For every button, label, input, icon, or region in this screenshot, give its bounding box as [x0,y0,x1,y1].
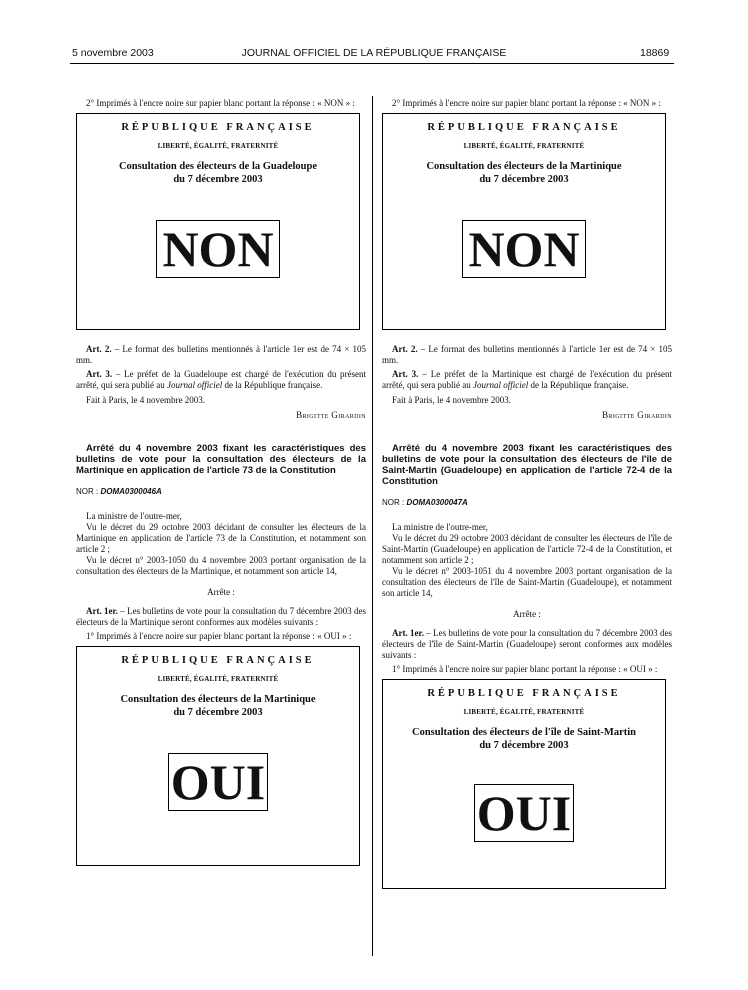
right-art2: Art. 2. – Le format des bulletins mentionnés à l'article 1er est de 74 × 105 mm. [382,344,672,365]
left-signature: Brigitte Girardin [296,410,366,420]
right-intro-oui: 1° Imprimés à l'encre noire sur papier blanc portant la réponse : « OUI » : [392,664,658,674]
ballot-motto: LIBERTÉ, ÉGALITÉ, FRATERNITÉ [463,142,585,150]
left-intro-oui: 1° Imprimés à l'encre noire sur papier blanc portant la réponse : « OUI » : [86,631,352,641]
header-page-number: 18869 [640,47,670,59]
ballot-answer-oui: OUI [474,784,574,842]
ballot-answer-oui: OUI [168,753,268,811]
ballot-republic-heading: RÉPUBLIQUE FRANÇAISE [427,688,621,699]
ballot-consultation-title: Consultation des électeurs de la Guadeloupe du 7 décembre 2003 [118,161,318,185]
header-journal-title: JOURNAL OFFICIEL DE LA RÉPUBLIQUE FRANÇAISE [241,47,507,59]
left-vu2: Vu le décret n° 2003-1050 du 4 novembre 2003 portant organisation de la consultation des électeurs de la Martinique, et notamment son article 14, [76,555,366,576]
right-column [382,98,672,889]
right-arrete-title: Arrêté du 4 novembre 2003 fixant les caractéristiques des bulletins de vote pour la consultation des électeurs de l'île de Saint-Martin (Guadeloupe) en application de l'article 72-4 de la Constitution [382,443,672,487]
left-arrete-label: Arrête : [207,587,235,597]
right-ministre: La ministre de l'outre-mer, [392,522,488,532]
left-ballot-oui [76,646,360,866]
right-intro-non: 2° Imprimés à l'encre noire sur papier blanc portant la réponse : « NON » : [392,98,661,108]
right-art1: Art. 1er. – Les bulletins de vote pour la consultation du 7 décembre 2003 des électeurs de l'île de Saint-Martin (Guadeloupe) seront conformes aux modèles suivants : [382,628,672,660]
right-nor: NOR : DOMA0300047A [382,498,468,507]
header-rule [70,63,674,64]
header-date: 5 novembre 2003 [72,47,154,59]
ballot-consultation-title: Consultation des électeurs de la Martinique du 7 décembre 2003 [120,694,316,718]
right-fait: Fait à Paris, le 4 novembre 2003. [392,395,511,405]
right-signature: Brigitte Girardin [602,410,672,420]
column-separator [372,96,373,956]
right-art3: Art. 3. – Le préfet de la Martinique est chargé de l'exécution du présent arrêté, qui sera publié au Journal officiel de la République française. [382,369,672,390]
left-fait: Fait à Paris, le 4 novembre 2003. [86,395,205,405]
ballot-consultation-title: Consultation des électeurs de la Martinique du 7 décembre 2003 [426,161,622,185]
ballot-motto: LIBERTÉ, ÉGALITÉ, FRATERNITÉ [463,708,585,716]
left-vu1: Vu le décret du 29 octobre 2003 décidant de consulter les électeurs de la Martinique en application de l'article 73 de la Constitution, et notamment son article 2 ; [76,522,366,554]
ballot-republic-heading: RÉPUBLIQUE FRANÇAISE [427,122,621,133]
ballot-answer-non: NON [156,220,280,278]
left-ministre: La ministre de l'outre-mer, [86,511,182,521]
left-ballot-non [76,113,360,330]
left-art3: Art. 3. – Le préfet de la Guadeloupe est chargé de l'exécution du présent arrêté, qui sera publié au Journal officiel de la République française. [76,369,366,390]
ballot-consultation-title: Consultation des électeurs de l'île de Saint-Martin du 7 décembre 2003 [412,727,636,751]
left-column [76,98,366,866]
ballot-republic-heading: RÉPUBLIQUE FRANÇAISE [121,122,315,133]
left-nor: NOR : DOMA0300046A [76,487,162,496]
ballot-answer-non: NON [462,220,586,278]
ballot-motto: LIBERTÉ, ÉGALITÉ, FRATERNITÉ [157,142,279,150]
left-art1: Art. 1er. – Les bulletins de vote pour la consultation du 7 décembre 2003 des électeurs de la Martinique seront conformes aux modèles suivants : [76,606,366,627]
ballot-republic-heading: RÉPUBLIQUE FRANÇAISE [121,655,315,666]
left-arrete-title: Arrêté du 4 novembre 2003 fixant les caractéristiques des bulletins de vote pour la consultation des électeurs de la Martinique en application de l'article 73 de la Constitution [76,443,366,476]
right-vu1: Vu le décret du 29 octobre 2003 décidant de consulter les électeurs de l'île de Saint-Martin (Guadeloupe) en application de l'article 72-4 de la Constitution, et notamment son article 2 ; [382,533,672,565]
left-art2: Art. 2. – Le format des bulletins mentionnés à l'article 1er est de 74 × 105 mm. [76,344,366,365]
right-ballot-non [382,113,666,330]
left-intro-non: 2° Imprimés à l'encre noire sur papier blanc portant la réponse : « NON » : [86,98,355,108]
right-ballot-oui [382,679,666,889]
right-arrete-label: Arrête : [513,609,541,619]
ballot-motto: LIBERTÉ, ÉGALITÉ, FRATERNITÉ [157,675,279,683]
right-vu2: Vu le décret n° 2003-1051 du 4 novembre 2003 portant organisation de la consultation des électeurs de l'île de Saint-Martin (Guadeloupe), et notamment son article 14, [382,566,672,598]
